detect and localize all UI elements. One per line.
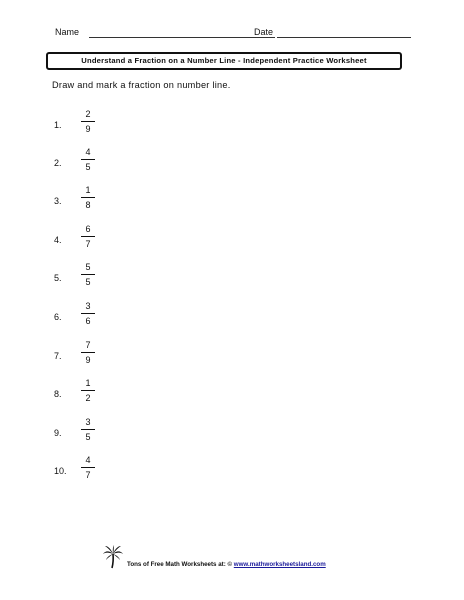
date-label: Date — [254, 27, 274, 37]
problem-number: 5. — [54, 273, 62, 283]
fraction-denominator: 6 — [85, 316, 91, 326]
name-blank-line[interactable] — [89, 37, 275, 38]
problem-item — [52, 184, 172, 216]
fraction-denominator: 7 — [85, 239, 91, 249]
problem-item — [52, 339, 172, 371]
fraction-bar — [81, 429, 95, 430]
fraction-bar — [81, 236, 95, 237]
fraction-bar — [81, 159, 95, 160]
fraction-numerator: 3 — [85, 417, 91, 427]
problem-number: 7. — [54, 351, 62, 361]
fraction-bar — [81, 274, 95, 275]
fraction — [81, 300, 95, 327]
website-link[interactable]: www.mathworksheetsland.com — [233, 561, 326, 568]
fraction-denominator: 9 — [85, 124, 91, 134]
problem-number: 6. — [54, 312, 62, 322]
fraction-denominator: 9 — [85, 355, 91, 365]
fraction — [81, 454, 95, 481]
date-blank-line[interactable] — [277, 37, 411, 38]
problem-list — [52, 108, 172, 488]
fraction-bar — [81, 197, 95, 198]
fraction-denominator: 2 — [85, 393, 91, 403]
fraction-numerator: 3 — [85, 301, 91, 311]
problem-number: 2. — [54, 158, 62, 168]
fraction-numerator: 2 — [85, 109, 91, 119]
fraction — [81, 184, 95, 211]
fraction-numerator: 7 — [85, 340, 91, 350]
instructions: Draw and mark a fraction on number line. — [52, 80, 231, 90]
problem-item — [52, 454, 172, 486]
fraction-bar — [81, 352, 95, 353]
problem-number: 1. — [54, 120, 62, 130]
fraction — [81, 223, 95, 250]
fraction-denominator: 5 — [85, 277, 91, 287]
name-label: Name — [55, 27, 80, 37]
fraction — [81, 261, 95, 288]
problem-number: 4. — [54, 235, 62, 245]
fraction-bar — [81, 121, 95, 122]
fraction-bar — [81, 390, 95, 391]
problem-item — [52, 416, 172, 448]
fraction — [81, 377, 95, 404]
problem-number: 3. — [54, 196, 62, 206]
fraction-denominator: 7 — [85, 470, 91, 480]
fraction-numerator: 4 — [85, 455, 91, 465]
fraction-numerator: 5 — [85, 262, 91, 272]
fraction-numerator: 1 — [85, 185, 91, 195]
fraction-numerator: 1 — [85, 378, 91, 388]
footer-text: Tons of Free Math Worksheets at: © — [127, 561, 233, 568]
worksheet-title: Understand a Fraction on a Number Line - Independent Practice Worksheet — [46, 52, 402, 70]
problem-number: 9. — [54, 428, 62, 438]
problem-number: 8. — [54, 389, 62, 399]
palm-tree-icon — [103, 545, 123, 569]
fraction — [81, 108, 95, 135]
fraction — [81, 416, 95, 443]
fraction-denominator: 5 — [85, 432, 91, 442]
problem-item — [52, 223, 172, 255]
fraction-bar — [81, 467, 95, 468]
header-row — [55, 26, 415, 40]
problem-item — [52, 108, 172, 140]
fraction-denominator: 5 — [85, 162, 91, 172]
fraction-bar — [81, 313, 95, 314]
fraction-numerator: 4 — [85, 147, 91, 157]
problem-item — [52, 261, 172, 293]
problem-number: 10. — [54, 466, 67, 476]
fraction — [81, 339, 95, 366]
fraction-denominator: 8 — [85, 200, 91, 210]
fraction-numerator: 6 — [85, 224, 91, 234]
fraction — [81, 146, 95, 173]
problem-item — [52, 300, 172, 332]
footer — [127, 561, 326, 568]
problem-item — [52, 146, 172, 178]
problem-item — [52, 377, 172, 409]
